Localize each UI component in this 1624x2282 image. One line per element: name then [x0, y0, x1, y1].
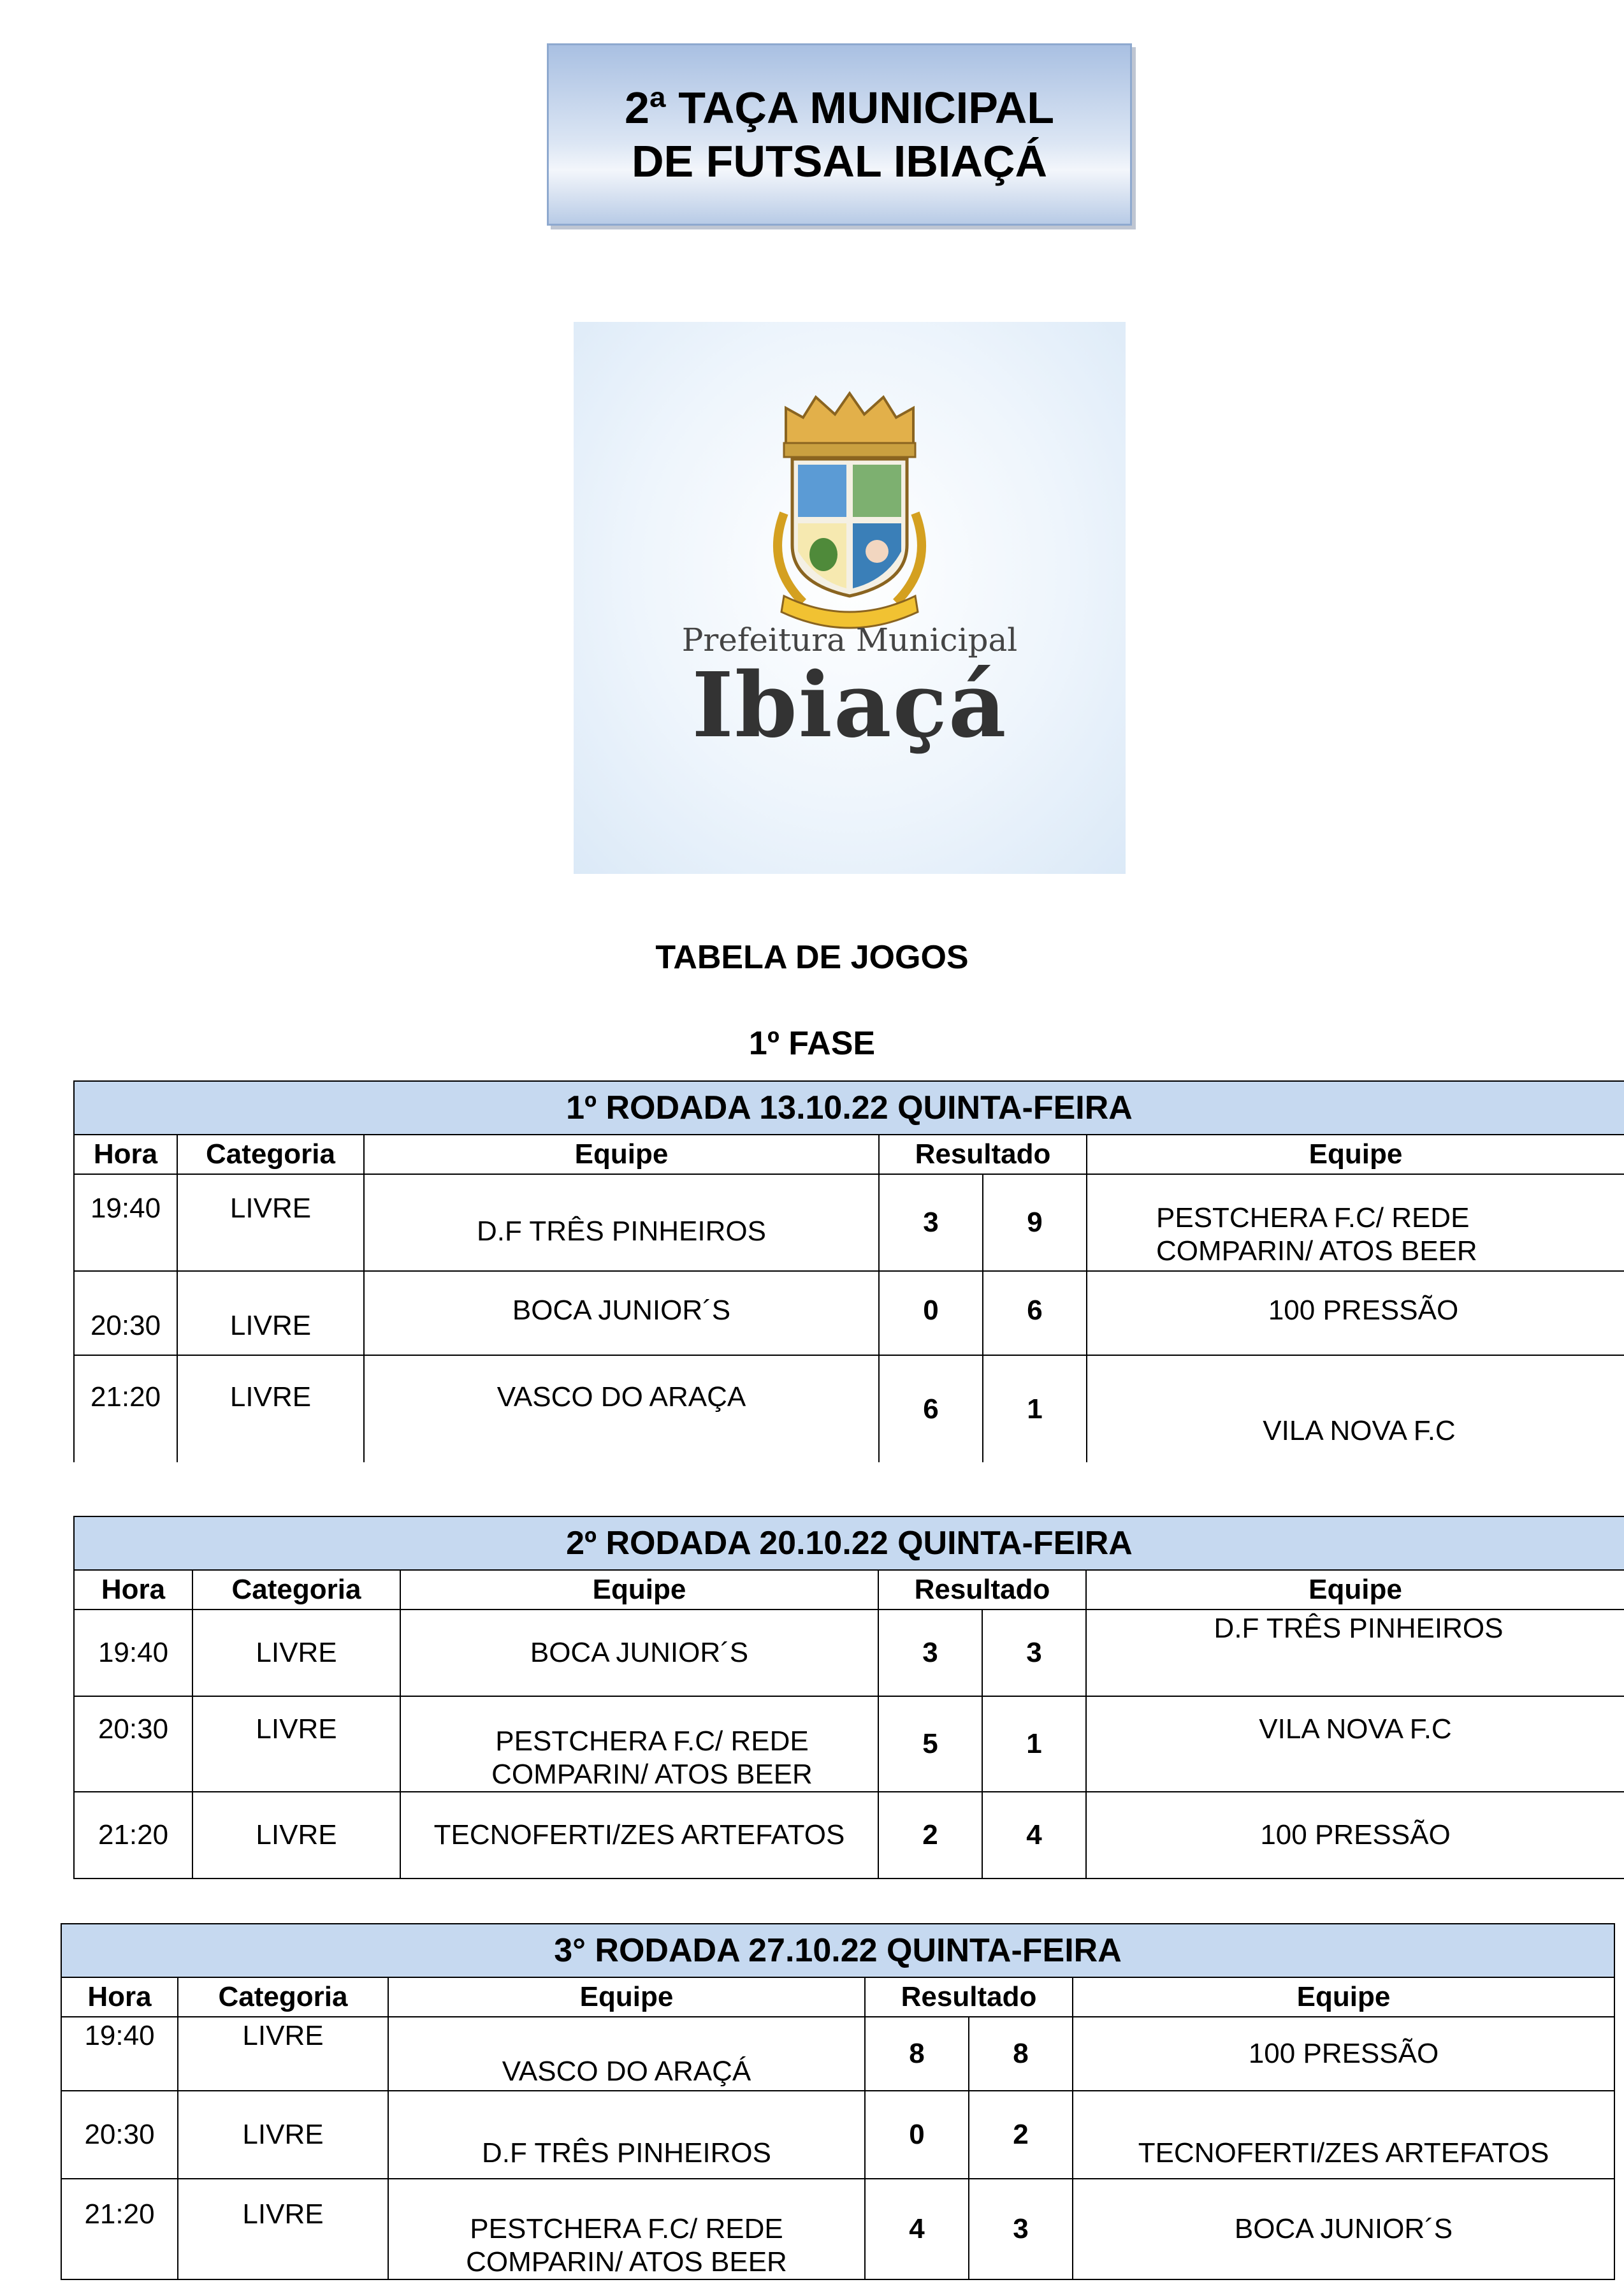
col-resultado: Resultado [879, 1135, 1087, 1174]
col-equipe: Equipe [1087, 1135, 1624, 1174]
table-row [74, 1174, 1624, 1271]
home-team [388, 2179, 865, 2279]
away-team: 100 PRESSÃO [1087, 1271, 1624, 1355]
col-hora: Hora [74, 1135, 177, 1174]
home-score: 0 [865, 2091, 969, 2179]
tabela-heading: TABELA DE JOGOS [655, 939, 969, 976]
home-team: VASCO DO ARAÇÁ [388, 2017, 865, 2091]
home-team: D.F TRÊS PINHEIROS [388, 2091, 865, 2179]
away-team [1087, 1174, 1624, 1271]
round-2-table [73, 1516, 1624, 1879]
hora: 19:40 [74, 1174, 177, 1271]
away-score: 3 [982, 1610, 1086, 1696]
home-team: D.F TRÊS PINHEIROS [364, 1174, 879, 1271]
categoria: LIVRE [177, 1174, 364, 1271]
home-score: 4 [865, 2179, 969, 2279]
home-team [400, 1696, 878, 1792]
logo-text-prefeitura: Prefeitura Municipal [681, 621, 1018, 658]
categoria: LIVRE [192, 1792, 400, 1879]
col-resultado: Resultado [865, 1977, 1073, 2017]
title-box [547, 43, 1132, 226]
coat-of-arms-icon [574, 322, 1126, 874]
home-team-line-1: PESTCHERA F.C/ REDE [470, 2213, 783, 2244]
away-score: 8 [969, 2017, 1073, 2091]
hora: 21:20 [61, 2179, 178, 2279]
away-team: VILA NOVA F.C [1087, 1355, 1624, 1462]
col-equipe: Equipe [364, 1135, 879, 1174]
hora: 21:20 [74, 1355, 177, 1462]
logo-text-ibiaca: Ibiaçá [692, 653, 1008, 758]
home-score: 3 [879, 1174, 983, 1271]
table-row [74, 1696, 1624, 1792]
round-3-table [61, 1923, 1615, 2280]
away-team: VILA NOVA F.C [1086, 1696, 1624, 1792]
home-team: TECNOFERTI/ZES ARTEFATOS [400, 1792, 878, 1879]
col-categoria: Categoria [192, 1570, 400, 1610]
col-resultado: Resultado [878, 1570, 1086, 1610]
hora: 19:40 [61, 2017, 178, 2091]
away-score: 9 [983, 1174, 1087, 1271]
home-score: 3 [878, 1610, 982, 1696]
away-score: 4 [982, 1792, 1086, 1879]
home-team: VASCO DO ARAÇA [364, 1355, 879, 1462]
categoria: LIVRE [192, 1696, 400, 1792]
round-title: 3° RODADA 27.10.22 QUINTA-FEIRA [61, 1924, 1614, 1977]
home-team: BOCA JUNIOR´S [364, 1271, 879, 1355]
col-equipe: Equipe [400, 1570, 878, 1610]
home-score: 5 [878, 1696, 982, 1792]
away-score: 1 [982, 1696, 1086, 1792]
away-score: 3 [969, 2179, 1073, 2279]
col-equipe: Equipe [1086, 1570, 1624, 1610]
col-hora: Hora [61, 1977, 178, 2017]
table-row [74, 1792, 1624, 1879]
away-score: 6 [983, 1271, 1087, 1355]
away-team-line-1: PESTCHERA F.C/ REDE [1156, 1202, 1470, 1233]
hora: 20:30 [74, 1696, 192, 1792]
home-score: 6 [879, 1355, 983, 1462]
table-row [61, 2017, 1614, 2091]
away-team: 100 PRESSÃO [1086, 1792, 1624, 1879]
table-row [74, 1271, 1624, 1355]
away-score: 2 [969, 2091, 1073, 2179]
title-line-2: DE FUTSAL IBIAÇÁ [631, 136, 1048, 186]
away-team-line-2: COMPARIN/ ATOS BEER [1156, 1235, 1477, 1267]
categoria: LIVRE [178, 2179, 388, 2279]
round-title: 2º RODADA 20.10.22 QUINTA-FEIRA [74, 1516, 1624, 1570]
phase-heading: 1º FASE [748, 1025, 876, 1062]
table-row [61, 2091, 1614, 2179]
col-equipe: Equipe [1073, 1977, 1614, 2017]
table-row [61, 2179, 1614, 2279]
away-team: TECNOFERTI/ZES ARTEFATOS [1073, 2091, 1614, 2179]
away-score: 1 [983, 1355, 1087, 1462]
table-row [74, 1610, 1624, 1696]
prefeitura-logo [574, 322, 1126, 874]
home-score: 8 [865, 2017, 969, 2091]
table-row [74, 1355, 1624, 1462]
title-line-1: 2ª TAÇA MUNICIPAL [624, 83, 1055, 133]
hora: 20:30 [61, 2091, 178, 2179]
away-team: D.F TRÊS PINHEIROS [1086, 1610, 1624, 1696]
home-team-line-2: COMPARIN/ ATOS BEER [466, 2246, 787, 2278]
home-score: 2 [878, 1792, 982, 1879]
col-hora: Hora [74, 1570, 192, 1610]
home-team: BOCA JUNIOR´S [400, 1610, 878, 1696]
home-team-line-1: PESTCHERA F.C/ REDE [495, 1726, 809, 1757]
col-equipe: Equipe [388, 1977, 865, 2017]
away-team: BOCA JUNIOR´S [1073, 2179, 1614, 2279]
away-team: 100 PRESSÃO [1073, 2017, 1614, 2091]
home-score: 0 [879, 1271, 983, 1355]
categoria: LIVRE [177, 1355, 364, 1462]
col-categoria: Categoria [177, 1135, 364, 1174]
col-categoria: Categoria [178, 1977, 388, 2017]
home-team-line-2: COMPARIN/ ATOS BEER [491, 1759, 813, 1790]
hora: 20:30 [74, 1271, 177, 1355]
categoria: LIVRE [178, 2091, 388, 2179]
hora: 19:40 [74, 1610, 192, 1696]
categoria: LIVRE [177, 1271, 364, 1355]
categoria: LIVRE [192, 1610, 400, 1696]
round-title: 1º RODADA 13.10.22 QUINTA-FEIRA [74, 1081, 1624, 1135]
hora: 21:20 [74, 1792, 192, 1879]
categoria: LIVRE [178, 2017, 388, 2091]
round-1-table [73, 1080, 1624, 1462]
